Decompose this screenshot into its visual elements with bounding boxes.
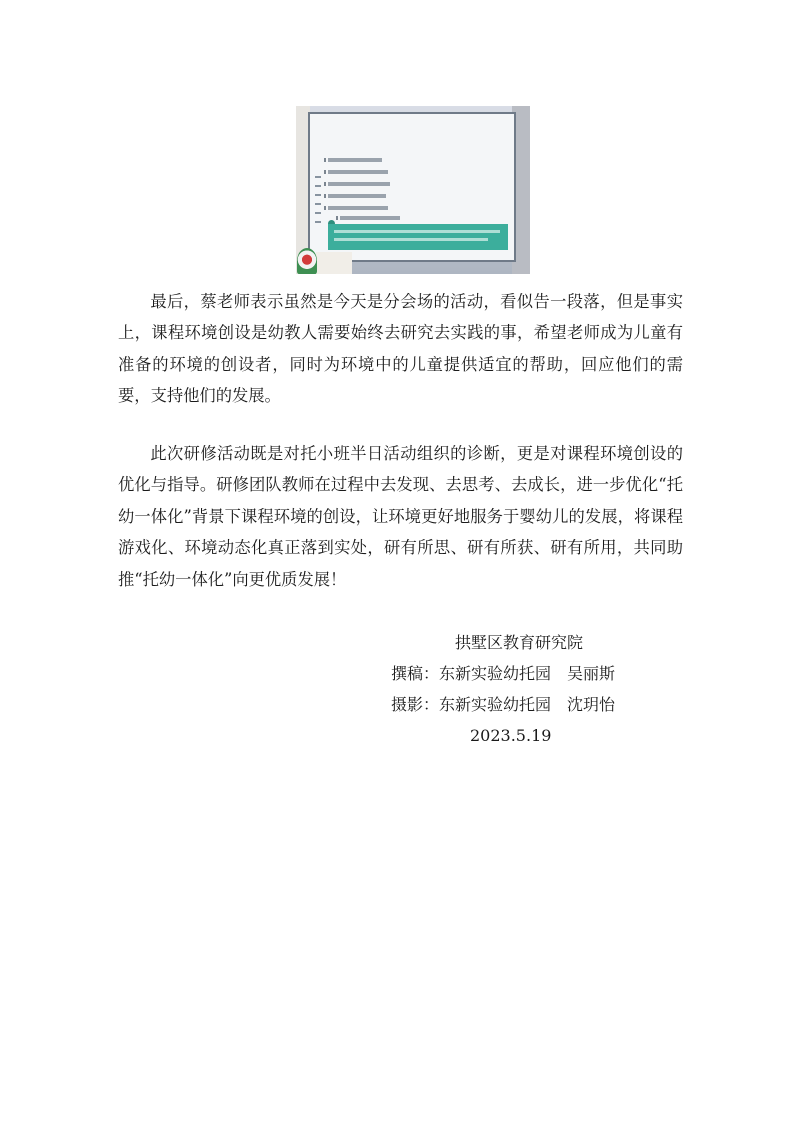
presentation-photo: [296, 106, 530, 274]
kindergarten-logo-icon: [297, 248, 317, 274]
paragraph-summary: 此次研修活动既是对托小班半日活动组织的诊断，更是对课程环境创设的优化与指导。研修团队教师在过程中去发现、去思考、去成长，进一步优化“托幼一体化”背景下课程环境的创设，让环境更好地服务于婴幼儿的发展，将课程游戏化、环境动态化真正落到实处，研有所思、研有所获、研有所用，共同助推“托幼一体化”向更优质发展！: [118, 444, 683, 589]
signature-writer: 撰稿：东新实验幼托园 吴丽斯: [391, 664, 616, 683]
slide-bullet-line: [340, 216, 400, 220]
slide-bullet-line: [328, 194, 386, 198]
slide-side-nav: [314, 176, 322, 236]
slide-bullet-line: [328, 158, 382, 162]
slide-bullet-line: [328, 170, 388, 174]
photo-stand: [316, 252, 352, 274]
signature-org: 拱墅区教育研究院: [455, 633, 584, 652]
slide-bullet-line: [328, 182, 390, 186]
signature-photographer: 摄影：东新实验幼托园 沈玥怡: [391, 695, 616, 714]
projector-screen: [308, 112, 516, 262]
slide-bullet-line: [328, 206, 388, 210]
signature-date: 2023.5.19: [470, 726, 552, 745]
paragraph-closing-remarks: 最后，蔡老师表示虽然是今天是分会场的活动，看似告一段落，但是事实上，课程环境创设是幼教人需要始终去研究去实践的事，希望老师成为儿童有准备的环境的创设者，同时为环境中的儿童提供适宜的帮助，回应他们的需要，支持他们的发展。: [118, 292, 683, 406]
slide-teal-textbox: [328, 224, 508, 250]
